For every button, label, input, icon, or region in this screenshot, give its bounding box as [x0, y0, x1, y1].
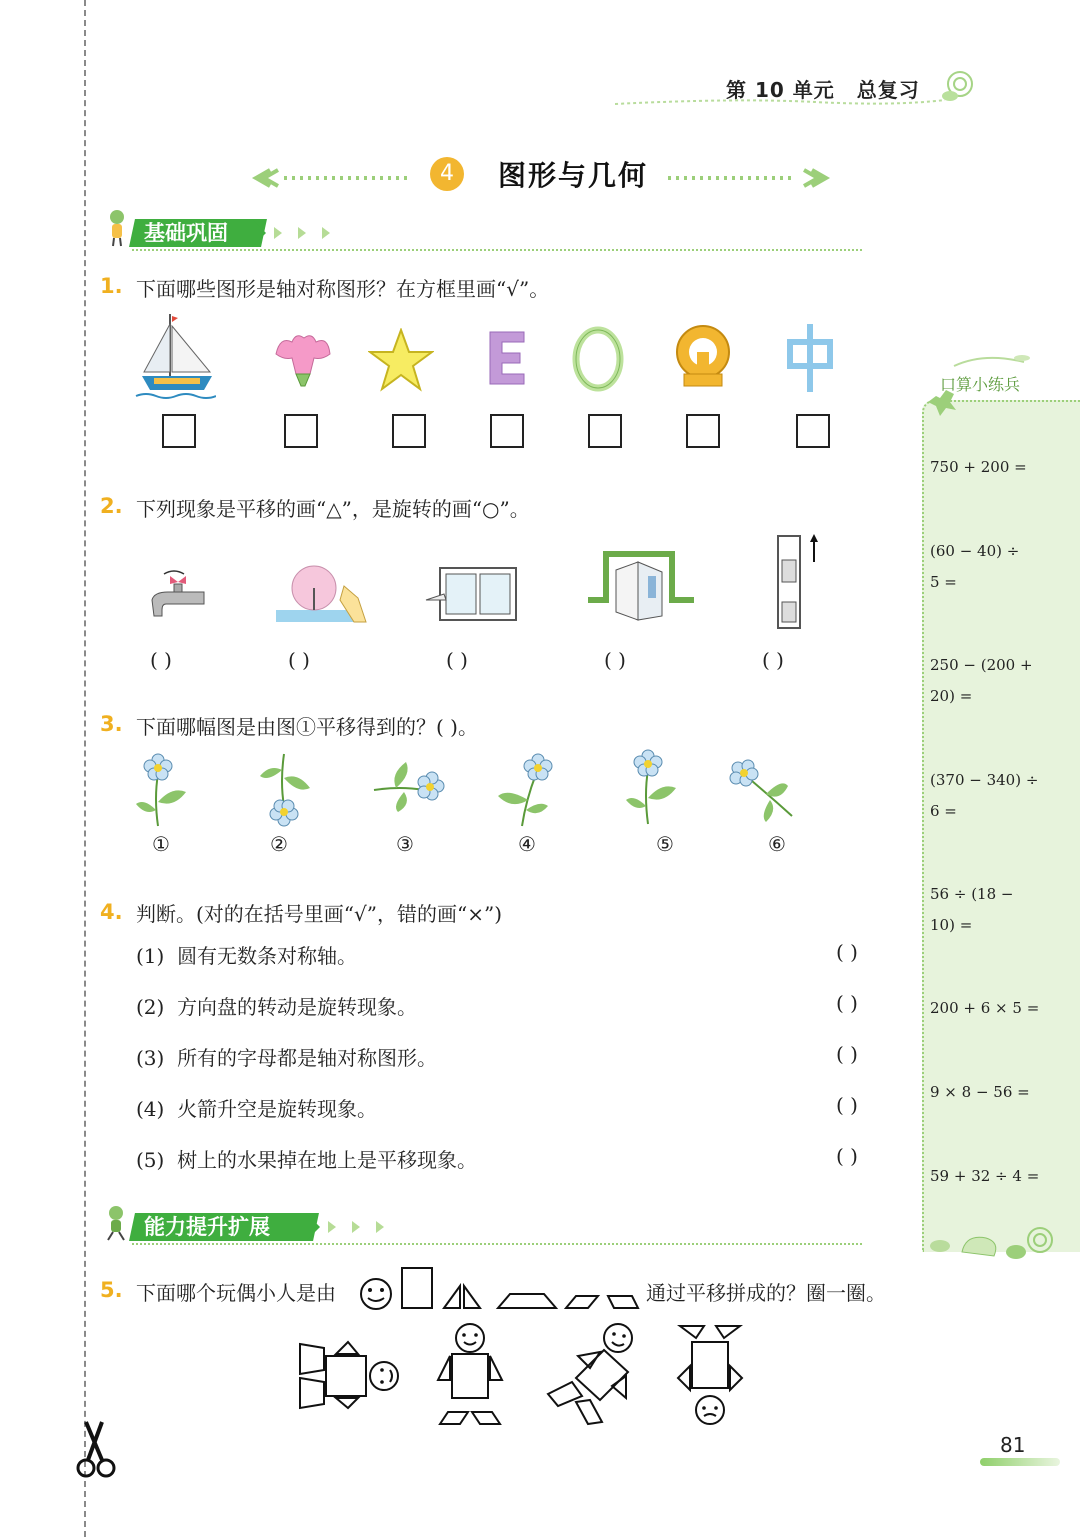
toy-figure-4-icon[interactable]: [674, 1322, 746, 1428]
q1-number: 1.: [100, 274, 123, 298]
judge-item: (2) 方向盘的转动是旋转现象。: [136, 995, 418, 1019]
carnation-flower-icon: [272, 330, 334, 392]
section-basic-banner: 基础巩固: [129, 219, 267, 247]
judge-item: (3) 所有的字母都是轴对称图形。: [136, 1046, 438, 1070]
q5-text-a: 下面哪个玩偶小人是由: [136, 1281, 336, 1305]
railway-logo-icon: [672, 322, 734, 390]
answer-box[interactable]: [490, 414, 524, 448]
header-vine-decoration: [615, 70, 995, 110]
flower-label: ②: [270, 832, 288, 856]
q2-text: 下列现象是平移的画“△”，是旋转的画“○”。: [136, 497, 530, 521]
calc-item: 59 + 32 ÷ 4 =: [930, 1167, 1040, 1185]
side-panel-title: 口算小练兵: [940, 375, 1021, 394]
shape-pieces-icon: [356, 1264, 642, 1312]
judge-item: (1) 圆有无数条对称轴。: [136, 944, 358, 968]
flower-label: ⑥: [768, 832, 786, 856]
judge-item: (5) 树上的水果掉在地上是平移现象。: [136, 1148, 478, 1172]
flower-label: ⑤: [656, 832, 674, 856]
chinese-character-zhong-icon: [786, 322, 834, 394]
toy-figure-2-icon[interactable]: [434, 1322, 506, 1428]
judge-item: (4) 火箭升空是旋转现象。: [136, 1097, 378, 1121]
judge-paren[interactable]: ( ): [836, 1093, 858, 1117]
flower-6-icon: [726, 756, 796, 824]
section-divider: [132, 249, 862, 251]
sliding-window-icon: [424, 566, 520, 624]
letter-o-ring-icon: [572, 326, 624, 392]
section-divider: [132, 1243, 862, 1245]
flower-4-icon: [496, 752, 560, 828]
answer-box[interactable]: [162, 414, 196, 448]
fan-on-table-icon: [274, 560, 372, 626]
banner-arrows-icon: [306, 1213, 406, 1241]
answer-paren[interactable]: ( ): [446, 648, 468, 672]
revolving-door-icon: [586, 550, 696, 628]
q1-text: 下面哪些图形是轴对称图形？在方框里画“√”。: [136, 277, 550, 301]
elevator-shaft-icon: [772, 532, 824, 632]
q5-text-b: 通过平移拼成的？圈一圈。: [646, 1281, 886, 1305]
flower-2-icon: [256, 752, 312, 828]
page-number: 81: [1000, 1433, 1026, 1457]
toy-figure-3-icon[interactable]: [546, 1320, 638, 1428]
scissors-icon: [72, 1420, 124, 1480]
sailboat-icon: [134, 310, 216, 402]
answer-box[interactable]: [392, 414, 426, 448]
star-icon: [368, 328, 434, 392]
calc-item: 56 ÷ (18 − 10) =: [930, 885, 1014, 934]
faucet-icon: [148, 570, 210, 618]
review-label: 总复习: [856, 78, 920, 102]
calc-item: (60 − 40) ÷ 5 =: [930, 542, 1020, 591]
banner-arrows-icon: [252, 219, 352, 247]
q3-number: 3.: [100, 712, 123, 736]
flower-3-icon: [372, 758, 448, 814]
calc-item: 9 × 8 − 56 =: [930, 1083, 1030, 1101]
flower-label: ④: [518, 832, 536, 856]
kid-mascot-icon: [104, 208, 130, 248]
calc-item: 750 + 200 =: [930, 458, 1027, 476]
answer-box[interactable]: [686, 414, 720, 448]
q4-text: 判断。(对的在括号里画“√”，错的画“×”): [136, 902, 503, 926]
judge-paren[interactable]: ( ): [836, 940, 858, 964]
answer-box[interactable]: [796, 414, 830, 448]
judge-paren[interactable]: ( ): [836, 1144, 858, 1168]
calc-item: (370 − 340) ÷ 6 =: [930, 771, 1039, 820]
judge-paren[interactable]: ( ): [836, 1042, 858, 1066]
answer-paren[interactable]: ( ): [604, 648, 626, 672]
q4-number: 4.: [100, 900, 123, 924]
answer-box[interactable]: [588, 414, 622, 448]
judge-paren[interactable]: ( ): [836, 991, 858, 1015]
kid-mascot-icon: [102, 1204, 130, 1242]
page-number-bar: [980, 1458, 1060, 1466]
flower-label: ①: [152, 832, 170, 856]
flower-1-icon: [134, 752, 190, 828]
answer-paren[interactable]: ( ): [762, 648, 784, 672]
section-advanced-banner: 能力提升扩展: [129, 1213, 319, 1241]
answer-box[interactable]: [284, 414, 318, 448]
cut-line: [84, 0, 86, 1537]
answer-paren[interactable]: ( ): [150, 648, 172, 672]
toy-figure-1-icon[interactable]: [296, 1340, 404, 1410]
side-panel-snail-decoration: [926, 1222, 1056, 1266]
title-number-badge: 4: [430, 157, 464, 191]
q2-number: 2.: [100, 494, 123, 518]
unit-label: 第 10 单元: [726, 78, 835, 102]
letter-e-icon: [486, 330, 528, 386]
calc-item: 250 − (200 + 20) =: [930, 656, 1033, 705]
q3-text: 下面哪幅图是由图①平移得到的？( )。: [136, 715, 478, 739]
flower-5-icon: [624, 748, 680, 826]
flower-label: ③: [396, 832, 414, 856]
page-title: 图形与几何: [498, 159, 649, 192]
calc-item: 200 + 6 × 5 =: [930, 999, 1040, 1017]
answer-paren[interactable]: ( ): [288, 648, 310, 672]
q5-number: 5.: [100, 1278, 123, 1302]
